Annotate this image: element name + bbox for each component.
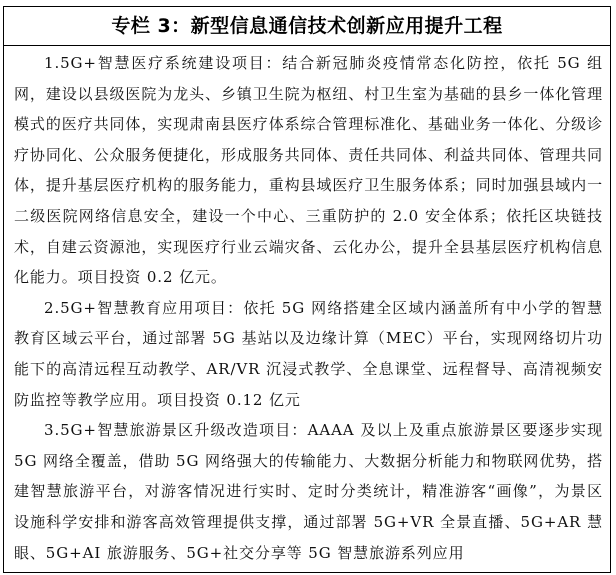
paragraph-education: 2.5G+智慧教育应用项目：依托 5G 网络搭建全区域内涵盖所有中小学的智慧教育区域云平台，通过部署 5G 基站以及边缘计算（MEC）平台，实现网络切片功能下的高清远程互动教学、AR/VR 沉浸式教学、全息课堂、远程督导、高清视频安防监控等教学应用。项目投资 0.12 亿元 [14, 298, 603, 409]
paragraph-medical: 1.5G+智慧医疗系统建设项目：结合新冠肺炎疫情常态化防控，依托 5G 组网，建设以县级医院为龙头、乡镇卫生院为枢纽、村卫生室为基础的县乡一体化管理模式的医疗共同体，实现肃南县医疗体系综合管理标准化、基础业务一体化、分级诊疗协同化、公众服务便捷化，形成服务共同体、责任共同体、利益共同体、管理共同体，提升基层医疗机构的服务能力，重构县域医疗卫生服务体系；同时加强县域内一二级医院网络信息安全，建设一个中心、三重防护的 2.0 安全体系；依托区块链技术，自建云资源池，实现医疗行业云端灾备、云化办公，提升全县基层医疗机构信息化能力。项目投资 0.2 亿元。 [14, 54, 603, 287]
column-box [3, 6, 611, 573]
column-body [4, 46, 610, 568]
column-title: 专栏 3：新型信息通信技术创新应用提升工程 [4, 7, 610, 46]
paragraph-tourism: 3.5G+智慧旅游景区升级改造项目：AAAA 及以上及重点旅游景区要逐步实现 5G 网络全覆盖，借助 5G 网络强大的传输能力、大数据分析能力和物联网优势，搭建智慧旅游平台，对游客情况进行实时、定时分类统计，精准游客“画像”，为景区设施科学安排和游客高效管理提供支撑，通过部署 5G+VR 全景直播、5G+AR 慧眼、5G+AI 旅游服务、5G+社交分享等 5G 智慧旅游系列应用 [14, 421, 603, 562]
